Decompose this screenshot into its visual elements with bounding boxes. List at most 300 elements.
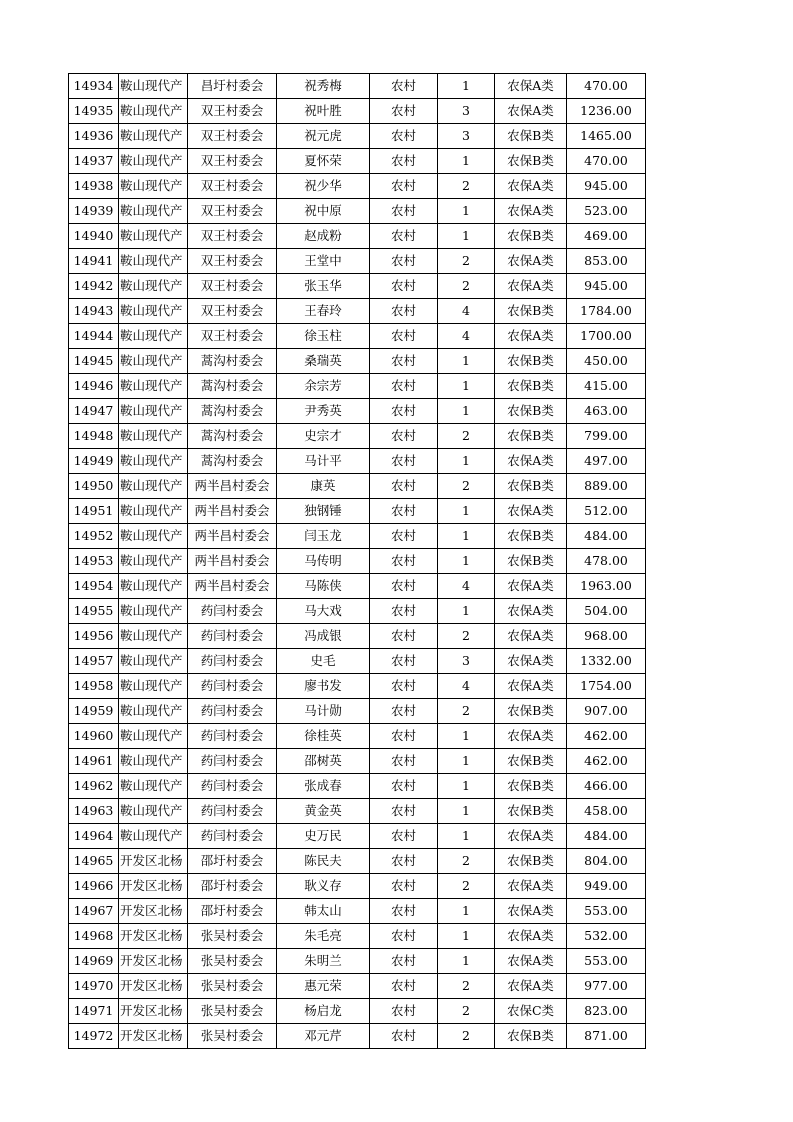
cell-village: 张吴村委会 [188,974,277,999]
cell-id: 14941 [69,249,119,274]
cell-insurance-class: 农保A类 [495,199,567,224]
cell-town: 开发区北杨 [119,899,188,924]
cell-name: 祝少华 [277,174,370,199]
cell-id: 14944 [69,324,119,349]
cell-insurance-class: 农保B类 [495,699,567,724]
cell-household-type: 农村 [370,224,438,249]
cell-amount: 532.00 [567,924,646,949]
cell-id: 14972 [69,1024,119,1049]
cell-id: 14956 [69,624,119,649]
table-row [69,924,646,949]
cell-village: 双王村委会 [188,324,277,349]
cell-town: 鞍山现代产 [119,274,188,299]
cell-id: 14952 [69,524,119,549]
cell-town: 鞍山现代产 [119,474,188,499]
cell-amount: 504.00 [567,599,646,624]
cell-person-count: 2 [438,424,495,449]
cell-name: 祝叶胜 [277,99,370,124]
cell-id: 14935 [69,99,119,124]
cell-person-count: 2 [438,1024,495,1049]
cell-insurance-class: 农保B类 [495,749,567,774]
cell-name: 祝中原 [277,199,370,224]
table-row [69,199,646,224]
cell-id: 14971 [69,999,119,1024]
cell-insurance-class: 农保B类 [495,424,567,449]
cell-town: 鞍山现代产 [119,324,188,349]
cell-household-type: 农村 [370,99,438,124]
cell-name: 祝秀梅 [277,74,370,99]
cell-household-type: 农村 [370,649,438,674]
cell-household-type: 农村 [370,999,438,1024]
cell-amount: 945.00 [567,274,646,299]
cell-insurance-class: 农保B类 [495,124,567,149]
cell-id: 14966 [69,874,119,899]
cell-id: 14946 [69,374,119,399]
cell-town: 鞍山现代产 [119,649,188,674]
cell-household-type: 农村 [370,949,438,974]
cell-person-count: 1 [438,749,495,774]
cell-name: 独钢锤 [277,499,370,524]
cell-village: 药闫村委会 [188,774,277,799]
cell-id: 14962 [69,774,119,799]
cell-household-type: 农村 [370,549,438,574]
cell-id: 14969 [69,949,119,974]
cell-insurance-class: 农保A类 [495,649,567,674]
cell-id: 14965 [69,849,119,874]
cell-household-type: 农村 [370,524,438,549]
cell-town: 鞍山现代产 [119,224,188,249]
cell-name: 惠元荣 [277,974,370,999]
cell-town: 开发区北杨 [119,999,188,1024]
table-row [69,549,646,574]
cell-id: 14934 [69,74,119,99]
cell-amount: 977.00 [567,974,646,999]
table-row [69,374,646,399]
cell-town: 鞍山现代产 [119,124,188,149]
cell-person-count: 1 [438,374,495,399]
cell-town: 开发区北杨 [119,924,188,949]
cell-amount: 889.00 [567,474,646,499]
cell-household-type: 农村 [370,899,438,924]
cell-amount: 415.00 [567,374,646,399]
cell-amount: 823.00 [567,999,646,1024]
cell-household-type: 农村 [370,774,438,799]
cell-insurance-class: 农保A类 [495,674,567,699]
table-row [69,99,646,124]
cell-person-count: 1 [438,599,495,624]
cell-person-count: 1 [438,824,495,849]
cell-name: 余宗芳 [277,374,370,399]
cell-household-type: 农村 [370,174,438,199]
cell-amount: 871.00 [567,1024,646,1049]
cell-household-type: 农村 [370,874,438,899]
cell-town: 鞍山现代产 [119,199,188,224]
cell-household-type: 农村 [370,724,438,749]
cell-household-type: 农村 [370,624,438,649]
cell-insurance-class: 农保B类 [495,774,567,799]
cell-amount: 470.00 [567,149,646,174]
cell-id: 14951 [69,499,119,524]
table-row [69,174,646,199]
cell-village: 两半昌村委会 [188,574,277,599]
cell-person-count: 2 [438,874,495,899]
cell-id: 14953 [69,549,119,574]
table-row [69,524,646,549]
cell-amount: 469.00 [567,224,646,249]
cell-town: 鞍山现代产 [119,574,188,599]
cell-town: 鞍山现代产 [119,149,188,174]
table-row [69,324,646,349]
cell-town: 鞍山现代产 [119,99,188,124]
cell-amount: 462.00 [567,749,646,774]
cell-name: 马陈侠 [277,574,370,599]
cell-town: 鞍山现代产 [119,299,188,324]
cell-household-type: 农村 [370,674,438,699]
table-row [69,824,646,849]
cell-insurance-class: 农保B类 [495,399,567,424]
cell-person-count: 1 [438,199,495,224]
table-row [69,349,646,374]
cell-name: 杨启龙 [277,999,370,1024]
cell-insurance-class: 农保B类 [495,474,567,499]
table-row [69,949,646,974]
cell-amount: 1332.00 [567,649,646,674]
cell-village: 张吴村委会 [188,924,277,949]
cell-name: 张玉华 [277,274,370,299]
cell-village: 两半昌村委会 [188,474,277,499]
cell-name: 马传明 [277,549,370,574]
cell-town: 开发区北杨 [119,849,188,874]
cell-amount: 553.00 [567,899,646,924]
cell-person-count: 2 [438,174,495,199]
cell-name: 闫玉龙 [277,524,370,549]
cell-person-count: 1 [438,774,495,799]
cell-id: 14968 [69,924,119,949]
cell-insurance-class: 农保A类 [495,249,567,274]
cell-village: 蒿沟村委会 [188,399,277,424]
cell-person-count: 4 [438,674,495,699]
cell-amount: 466.00 [567,774,646,799]
cell-name: 夏怀荣 [277,149,370,174]
cell-household-type: 农村 [370,699,438,724]
cell-amount: 450.00 [567,349,646,374]
cell-town: 鞍山现代产 [119,374,188,399]
cell-amount: 1236.00 [567,99,646,124]
cell-name: 邓元芹 [277,1024,370,1049]
cell-name: 史毛 [277,649,370,674]
cell-insurance-class: 农保A类 [495,724,567,749]
cell-name: 赵成粉 [277,224,370,249]
cell-person-count: 2 [438,849,495,874]
cell-household-type: 农村 [370,249,438,274]
cell-person-count: 2 [438,999,495,1024]
cell-village: 蒿沟村委会 [188,374,277,399]
cell-town: 鞍山现代产 [119,674,188,699]
cell-name: 冯成银 [277,624,370,649]
cell-insurance-class: 农保B类 [495,224,567,249]
cell-name: 黄金英 [277,799,370,824]
cell-name: 桑瑞英 [277,349,370,374]
cell-village: 双王村委会 [188,99,277,124]
cell-amount: 462.00 [567,724,646,749]
cell-village: 药闫村委会 [188,749,277,774]
cell-town: 鞍山现代产 [119,249,188,274]
cell-insurance-class: 农保A类 [495,949,567,974]
cell-household-type: 农村 [370,199,438,224]
cell-person-count: 1 [438,899,495,924]
cell-amount: 1465.00 [567,124,646,149]
cell-id: 14938 [69,174,119,199]
cell-town: 鞍山现代产 [119,699,188,724]
table-row [69,299,646,324]
cell-village: 药闫村委会 [188,674,277,699]
cell-insurance-class: 农保A类 [495,324,567,349]
cell-amount: 1784.00 [567,299,646,324]
table-row [69,849,646,874]
cell-household-type: 农村 [370,74,438,99]
cell-household-type: 农村 [370,399,438,424]
cell-amount: 853.00 [567,249,646,274]
cell-village: 药闫村委会 [188,724,277,749]
cell-amount: 907.00 [567,699,646,724]
cell-household-type: 农村 [370,574,438,599]
cell-insurance-class: 农保A类 [495,574,567,599]
cell-id: 14959 [69,699,119,724]
cell-village: 双王村委会 [188,174,277,199]
cell-town: 鞍山现代产 [119,824,188,849]
cell-insurance-class: 农保B类 [495,1024,567,1049]
cell-name: 马大戏 [277,599,370,624]
cell-amount: 478.00 [567,549,646,574]
cell-town: 开发区北杨 [119,1024,188,1049]
cell-town: 鞍山现代产 [119,449,188,474]
cell-village: 两半昌村委会 [188,524,277,549]
table-row [69,224,646,249]
cell-town: 鞍山现代产 [119,724,188,749]
cell-id: 14964 [69,824,119,849]
cell-household-type: 农村 [370,974,438,999]
cell-amount: 484.00 [567,524,646,549]
cell-town: 鞍山现代产 [119,174,188,199]
cell-household-type: 农村 [370,449,438,474]
cell-village: 双王村委会 [188,274,277,299]
cell-person-count: 2 [438,624,495,649]
records-table-body [69,74,646,1049]
cell-name: 王春玲 [277,299,370,324]
cell-household-type: 农村 [370,749,438,774]
cell-amount: 470.00 [567,74,646,99]
cell-insurance-class: 农保A类 [495,924,567,949]
cell-person-count: 2 [438,249,495,274]
cell-person-count: 4 [438,299,495,324]
cell-name: 马计勋 [277,699,370,724]
cell-person-count: 2 [438,699,495,724]
table-row [69,699,646,724]
cell-amount: 523.00 [567,199,646,224]
cell-person-count: 4 [438,324,495,349]
cell-id: 14947 [69,399,119,424]
cell-insurance-class: 农保A类 [495,824,567,849]
cell-name: 邵树英 [277,749,370,774]
cell-insurance-class: 农保B类 [495,549,567,574]
table-row [69,124,646,149]
cell-person-count: 1 [438,399,495,424]
cell-household-type: 农村 [370,599,438,624]
cell-id: 14960 [69,724,119,749]
cell-person-count: 1 [438,74,495,99]
cell-name: 徐玉柱 [277,324,370,349]
cell-name: 祝元虎 [277,124,370,149]
cell-person-count: 1 [438,449,495,474]
cell-name: 韩太山 [277,899,370,924]
cell-person-count: 1 [438,349,495,374]
cell-amount: 804.00 [567,849,646,874]
table-row [69,574,646,599]
cell-person-count: 1 [438,549,495,574]
cell-village: 双王村委会 [188,224,277,249]
cell-village: 药闫村委会 [188,699,277,724]
cell-town: 鞍山现代产 [119,749,188,774]
table-row [69,599,646,624]
cell-town: 鞍山现代产 [119,399,188,424]
cell-village: 蒿沟村委会 [188,349,277,374]
cell-household-type: 农村 [370,474,438,499]
cell-household-type: 农村 [370,324,438,349]
cell-person-count: 1 [438,524,495,549]
cell-village: 蒿沟村委会 [188,449,277,474]
cell-id: 14970 [69,974,119,999]
cell-person-count: 1 [438,924,495,949]
cell-town: 鞍山现代产 [119,774,188,799]
cell-town: 鞍山现代产 [119,624,188,649]
cell-household-type: 农村 [370,924,438,949]
cell-insurance-class: 农保A类 [495,499,567,524]
table-row [69,449,646,474]
table-row [69,649,646,674]
cell-amount: 949.00 [567,874,646,899]
cell-village: 药闫村委会 [188,824,277,849]
cell-town: 鞍山现代产 [119,74,188,99]
cell-amount: 463.00 [567,399,646,424]
table-row [69,474,646,499]
cell-town: 开发区北杨 [119,874,188,899]
cell-person-count: 2 [438,974,495,999]
cell-insurance-class: 农保B类 [495,349,567,374]
cell-amount: 945.00 [567,174,646,199]
cell-name: 马计平 [277,449,370,474]
cell-village: 双王村委会 [188,299,277,324]
records-table [68,73,646,1049]
cell-amount: 1700.00 [567,324,646,349]
table-row [69,799,646,824]
cell-name: 张成春 [277,774,370,799]
cell-village: 药闫村委会 [188,799,277,824]
cell-town: 开发区北杨 [119,974,188,999]
cell-village: 双王村委会 [188,249,277,274]
cell-person-count: 1 [438,499,495,524]
cell-person-count: 2 [438,274,495,299]
cell-id: 14954 [69,574,119,599]
cell-name: 朱毛亮 [277,924,370,949]
cell-person-count: 1 [438,724,495,749]
cell-household-type: 农村 [370,299,438,324]
table-row [69,424,646,449]
cell-id: 14936 [69,124,119,149]
table-row [69,249,646,274]
table-row [69,274,646,299]
cell-insurance-class: 农保B类 [495,299,567,324]
cell-person-count: 3 [438,124,495,149]
cell-id: 14961 [69,749,119,774]
cell-person-count: 3 [438,649,495,674]
cell-person-count: 4 [438,574,495,599]
cell-person-count: 3 [438,99,495,124]
table-row [69,899,646,924]
cell-village: 张吴村委会 [188,999,277,1024]
cell-name: 康英 [277,474,370,499]
cell-village: 药闫村委会 [188,599,277,624]
cell-id: 14940 [69,224,119,249]
cell-amount: 1963.00 [567,574,646,599]
cell-name: 朱明兰 [277,949,370,974]
cell-person-count: 1 [438,149,495,174]
cell-insurance-class: 农保A类 [495,449,567,474]
cell-id: 14942 [69,274,119,299]
cell-name: 史宗才 [277,424,370,449]
cell-village: 张吴村委会 [188,1024,277,1049]
cell-town: 鞍山现代产 [119,349,188,374]
table-row [69,149,646,174]
cell-village: 邵圩村委会 [188,849,277,874]
cell-amount: 484.00 [567,824,646,849]
cell-insurance-class: 农保A类 [495,99,567,124]
cell-id: 14939 [69,199,119,224]
cell-village: 张吴村委会 [188,949,277,974]
cell-amount: 799.00 [567,424,646,449]
table-row [69,999,646,1024]
cell-insurance-class: 农保B类 [495,149,567,174]
cell-household-type: 农村 [370,124,438,149]
table-row [69,1024,646,1049]
cell-household-type: 农村 [370,274,438,299]
cell-name: 廖书发 [277,674,370,699]
cell-household-type: 农村 [370,799,438,824]
cell-id: 14948 [69,424,119,449]
cell-id: 14963 [69,799,119,824]
cell-village: 药闫村委会 [188,624,277,649]
cell-id: 14958 [69,674,119,699]
cell-name: 徐桂英 [277,724,370,749]
table-row [69,399,646,424]
cell-household-type: 农村 [370,424,438,449]
cell-town: 鞍山现代产 [119,499,188,524]
cell-village: 双王村委会 [188,149,277,174]
cell-village: 药闫村委会 [188,649,277,674]
cell-id: 14943 [69,299,119,324]
cell-name: 耿义存 [277,874,370,899]
cell-insurance-class: 农保A类 [495,274,567,299]
cell-household-type: 农村 [370,149,438,174]
cell-town: 鞍山现代产 [119,599,188,624]
table-row [69,724,646,749]
table-row [69,774,646,799]
cell-name: 史万民 [277,824,370,849]
cell-town: 鞍山现代产 [119,799,188,824]
cell-name: 陈民夫 [277,849,370,874]
cell-village: 双王村委会 [188,124,277,149]
cell-village: 昌圩村委会 [188,74,277,99]
cell-village: 邵圩村委会 [188,899,277,924]
